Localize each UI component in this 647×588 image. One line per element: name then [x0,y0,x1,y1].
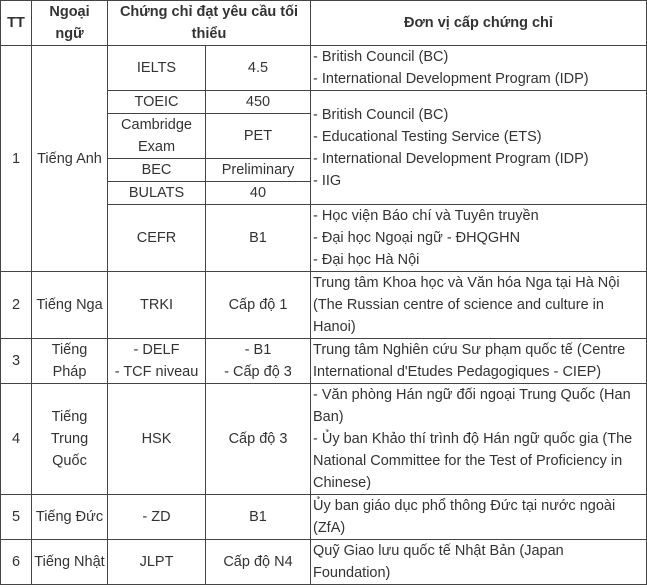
certificate-level: B1 [206,495,311,540]
certificate-name: - ZD [108,495,206,540]
certificate-level: Cấp độ N4 [206,540,311,585]
issuer-line: - Đại học Hà Nội [313,252,420,268]
table-row [1,339,647,384]
table-row [1,384,647,495]
header-tt: TT [1,1,32,46]
row-number: 6 [1,540,32,585]
certificate-name: JLPT [108,540,206,585]
certificate-level: Cấp độ 3 [206,384,311,495]
certificate-name: TOEIC [108,91,206,114]
table-row [1,46,647,91]
certificate-name: BULATS [108,182,206,205]
certificate-line: - DELF [133,342,180,358]
issuer-line: - IIG [313,172,342,189]
certificate-name: IELTS [108,46,206,91]
issuer-cell: Trung tâm Nghiên cứu Sư phạm quốc tế (Centre International d'Etudes Pedagogiques - CIEP) [311,339,647,384]
level-line: - Cấp độ 3 [224,364,292,380]
certificate-name: Cambridge Exam [108,114,206,159]
certificate-level: 450 [206,91,311,114]
header-row [1,1,647,46]
language-name: Tiếng Anh [32,46,108,272]
certificate-name: BEC [108,159,206,182]
issuer-cell [311,384,647,495]
issuer-cell [311,205,647,272]
issuer-cell: Ủy ban giáo dục phổ thông Đức tại nước ngoài (ZfA) [311,495,647,540]
issuer-cell: Trung tâm Khoa học và Văn hóa Nga tại Hà Nội (The Russian centre of science and culture in Hanoi) [311,272,647,339]
header-certificate: Chứng chỉ đạt yêu cầu tối thiểu [108,1,311,46]
certificate-name: CEFR [108,205,206,272]
issuer-line: - International Development Program (IDP) [313,71,589,87]
table-row [1,272,647,339]
issuer-cell [311,46,647,91]
certificate-name: HSK [108,384,206,495]
issuer-line: - British Council (BC) [313,49,449,65]
certificate-name [108,339,206,384]
issuer-line: - Đại học Ngoại ngữ - ĐHQGHN [313,230,521,246]
table-row [1,495,647,540]
language-name: Tiếng Pháp [32,339,108,384]
row-number: 4 [1,384,32,495]
language-name: Tiếng Trung Quốc [32,384,108,495]
certificate-level [206,339,311,384]
header-language: Ngoại ngữ [32,1,108,46]
issuer-line: - Educational Testing Service (ETS) [313,128,542,145]
row-number: 3 [1,339,32,384]
certificate-level: Cấp độ 1 [206,272,311,339]
row-number: 1 [1,46,32,272]
certificate-level: B1 [206,205,311,272]
issuer-line: - Văn phòng Hán ngữ đối ngoại Trung Quốc (Han Ban) [313,387,631,425]
language-name: Tiếng Nhật [32,540,108,585]
certificate-name: TRKI [108,272,206,339]
issuer-cell [311,91,647,205]
issuer-cell: Quỹ Giao lưu quốc tế Nhật Bản (Japan Foundation) [311,540,647,585]
issuer-line: - British Council (BC) [313,106,449,123]
certificate-line: - TCF niveau [114,364,199,380]
certificate-level: 40 [206,182,311,205]
issuer-line: - International Development Program (IDP) [313,150,589,167]
header-issuer: Đơn vị cấp chứng chỉ [311,1,647,46]
certificate-level: PET [206,114,311,159]
certificate-level: Preliminary [206,159,311,182]
row-number: 5 [1,495,32,540]
language-name: Tiếng Đức [32,495,108,540]
certificate-level: 4.5 [206,46,311,91]
table-row [1,540,647,585]
issuer-line: - Ủy ban Khảo thí trình độ Hán ngữ quốc gia (The National Committee for the Test of Proficiency in Chinese) [313,431,633,491]
row-number: 2 [1,272,32,339]
level-line: - B1 [244,342,272,358]
issuer-line: - Học viện Báo chí và Tuyên truyền [313,208,539,224]
language-name: Tiếng Nga [32,272,108,339]
